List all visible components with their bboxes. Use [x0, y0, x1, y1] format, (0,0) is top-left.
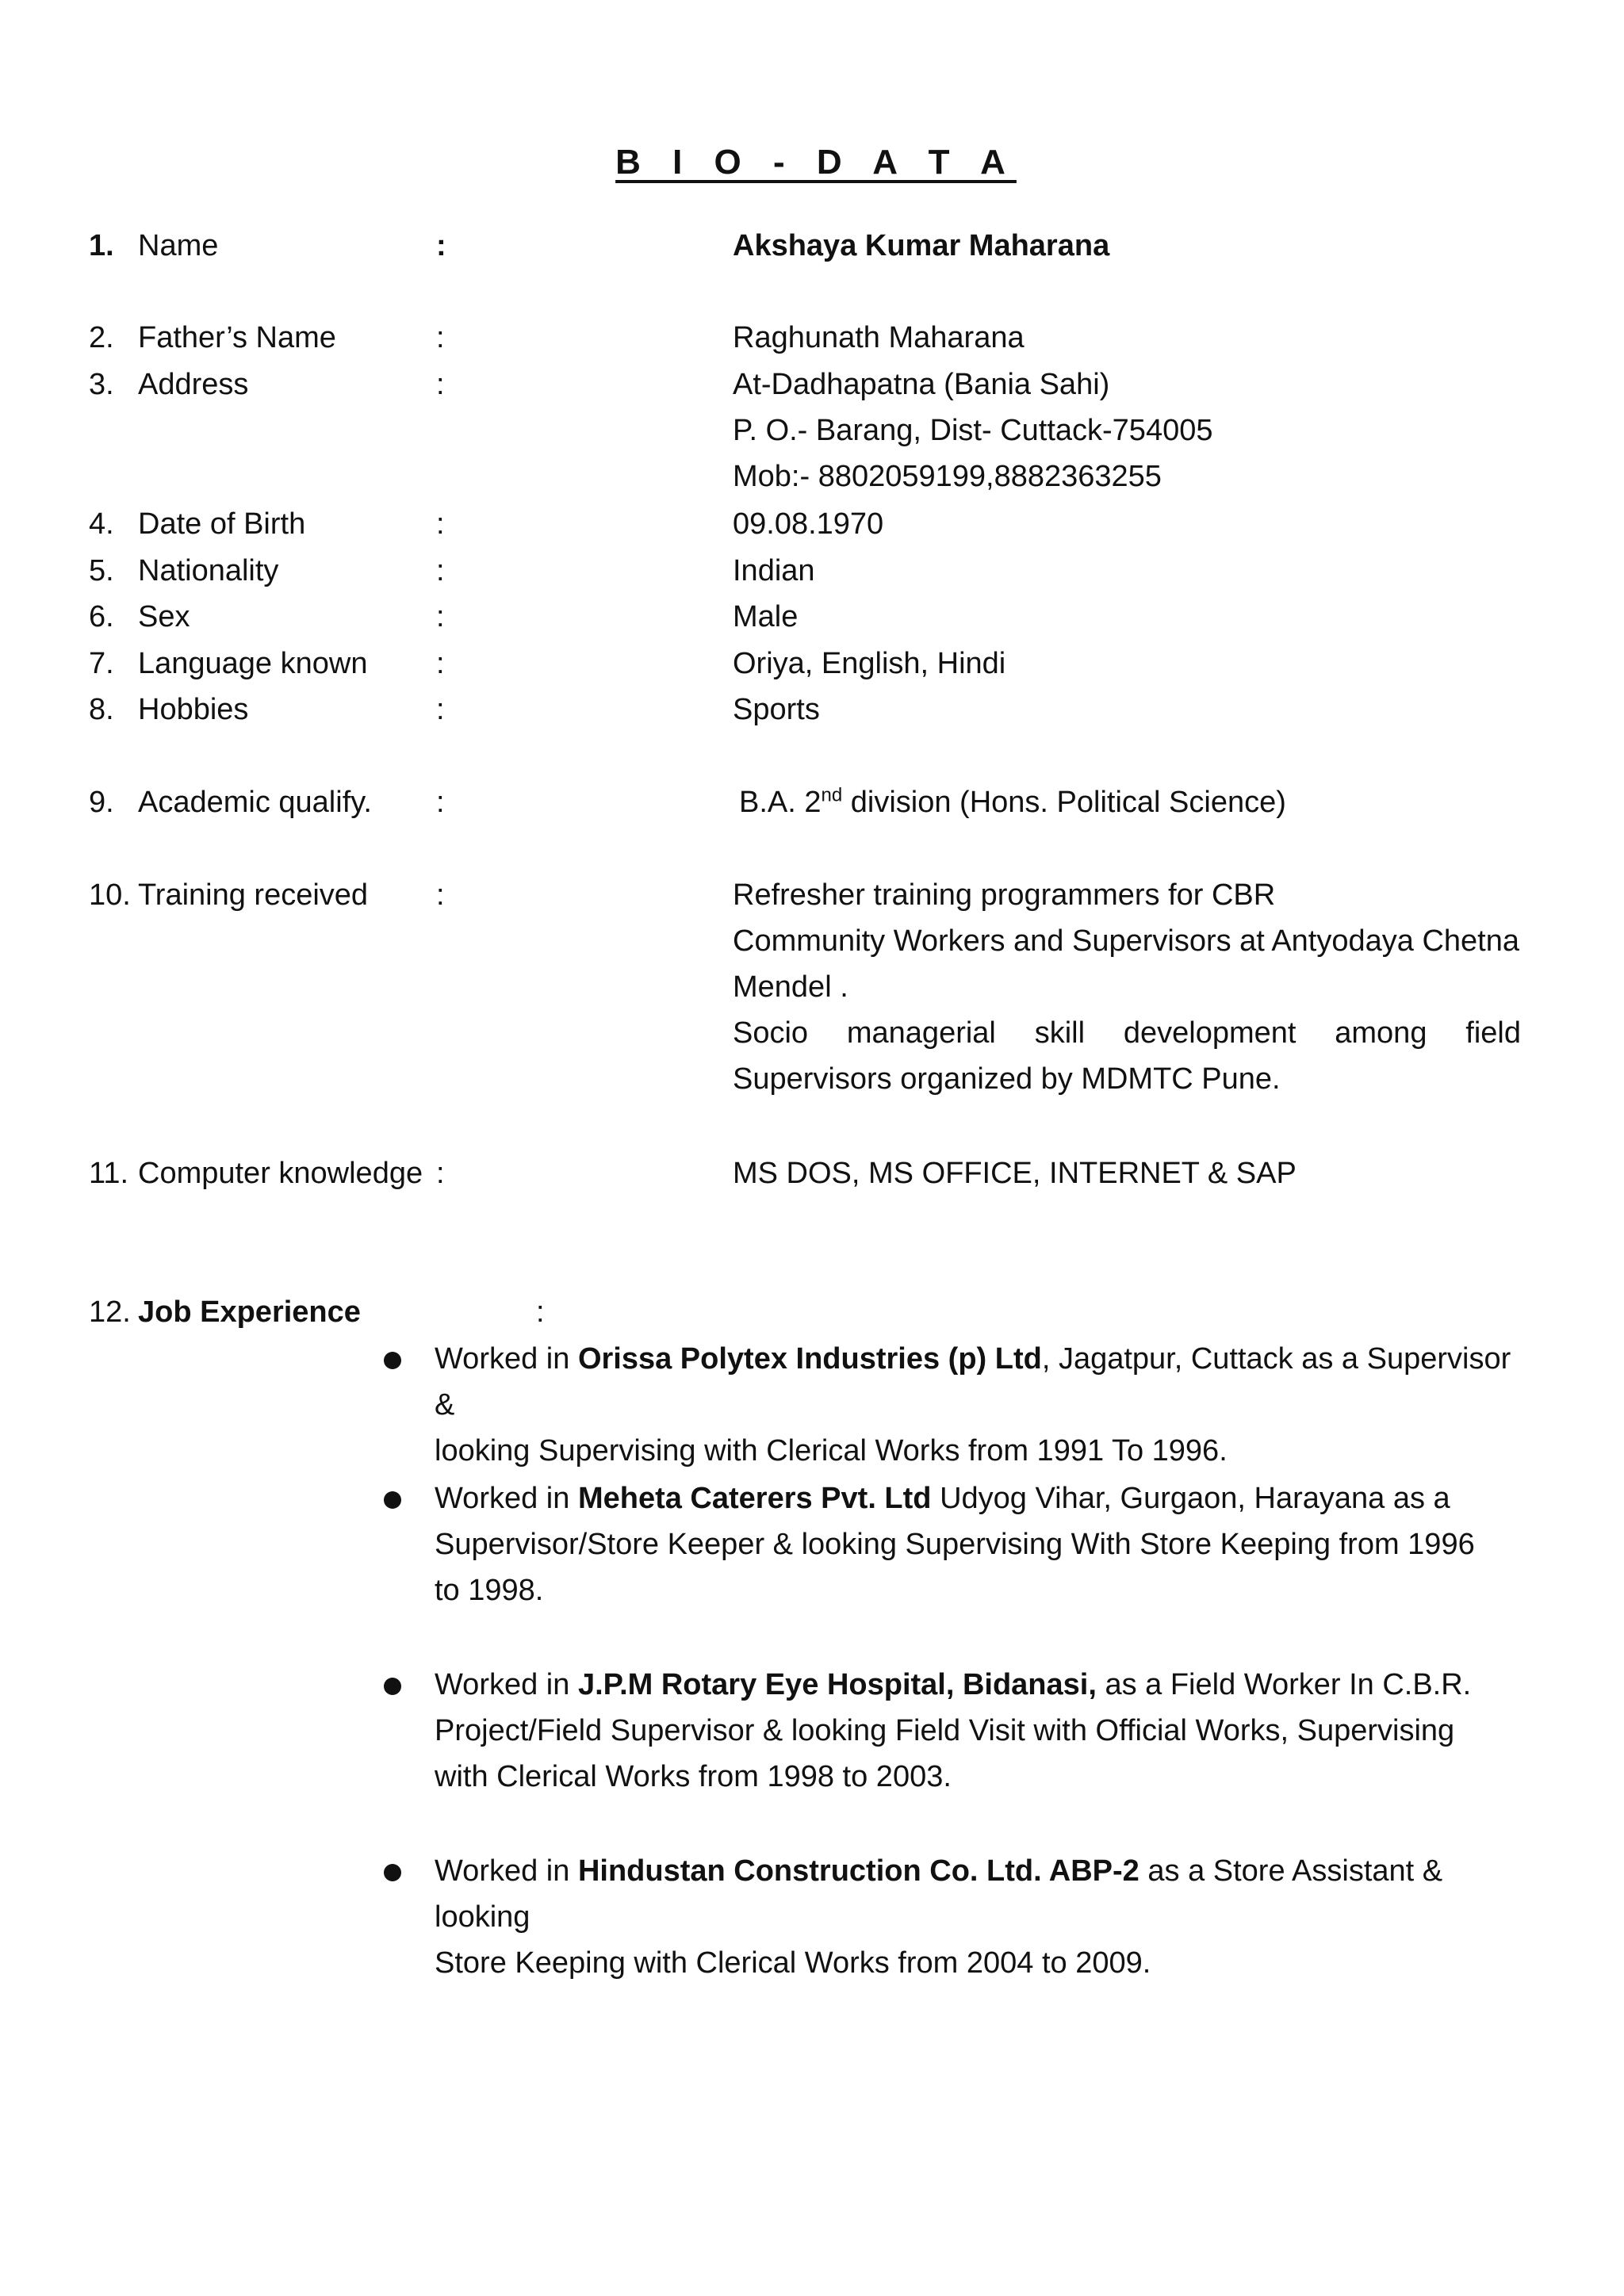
field-label: Training received	[138, 878, 369, 912]
job-line: Project/Field Supervisor & looking Field Visit with Official Works, Supervising	[435, 1714, 1455, 1747]
field-colon: :	[436, 786, 445, 819]
bullet-icon	[384, 1491, 401, 1509]
field-colon: :	[436, 368, 445, 401]
field-value	[733, 641, 1521, 687]
field-value	[733, 594, 1521, 640]
job-text	[435, 1848, 1529, 1986]
document-title: B I O - D A T A	[615, 143, 1017, 182]
field-label: Job Experience	[138, 1295, 361, 1329]
field-number: 11.	[89, 1157, 129, 1190]
field-value	[733, 687, 1521, 733]
field-value	[733, 223, 1521, 269]
job-detail: as a Field Worker In C.B.R.	[1096, 1668, 1472, 1701]
field-value	[733, 315, 1521, 361]
value-line: Male	[733, 600, 799, 633]
field-label: Hobbies	[138, 693, 249, 726]
field-colon: :	[436, 321, 445, 354]
value-line: P. O.- Barang, Dist- Cuttack-754005	[733, 414, 1213, 447]
field-value	[733, 548, 1521, 594]
job-company: J.P.M Rotary Eye Hospital, Bidanasi,	[577, 1668, 1097, 1701]
value-line: Community Workers and Supervisors at Antyodaya Chetna	[733, 924, 1519, 958]
field-value	[739, 779, 1527, 825]
job-detail: Udyog Vihar, Gurgaon, Harayana as a	[931, 1482, 1450, 1515]
job-line	[435, 1848, 1529, 1940]
field-label: Father’s Name	[138, 321, 336, 354]
job-text	[435, 1336, 1529, 1474]
job-company: Meheta Caterers Pvt. Ltd	[577, 1482, 932, 1515]
job-prefix: Worked in	[435, 1668, 578, 1701]
field-label: Computer knowledge	[138, 1157, 423, 1190]
job-text	[435, 1475, 1529, 1613]
job-line: with Clerical Works from 1998 to 2003.	[435, 1760, 952, 1793]
field-colon: :	[436, 693, 445, 726]
field-colon: :	[436, 507, 445, 541]
value-line: Akshaya Kumar Maharana	[733, 229, 1110, 262]
field-number: 12.	[89, 1295, 131, 1329]
field-label: Address	[138, 368, 249, 401]
field-colon: :	[436, 229, 446, 262]
job-line	[435, 1475, 1529, 1521]
value-line: At-Dadhapatna (Bania Sahi)	[733, 368, 1110, 401]
bullet-icon	[384, 1352, 401, 1369]
field-label: Date of Birth	[138, 507, 306, 541]
value-line: Mendel .	[733, 970, 848, 1004]
value-line: Oriya, English, Hindi	[733, 647, 1006, 680]
field-colon: :	[436, 554, 445, 587]
field-number: 10.	[89, 878, 131, 912]
field-number: 4.	[89, 507, 114, 541]
value-superscript: nd	[821, 784, 843, 806]
field-colon: :	[536, 1295, 545, 1329]
field-label: Academic qualify.	[138, 786, 372, 819]
value-line: MS DOS, MS OFFICE, INTERNET & SAP	[733, 1157, 1297, 1190]
job-line: to 1998.	[435, 1574, 544, 1607]
job-detail: , Jagatpur, Cuttack as a Supervisor &	[435, 1342, 1511, 1422]
value-line: Supervisors organized by MDMTC Pune.	[733, 1062, 1281, 1096]
value-line: Sports	[733, 693, 820, 726]
job-company: Hindustan Construction Co. Ltd. ABP-2	[577, 1854, 1139, 1888]
job-company: Orissa Polytex Industries (p) Ltd	[577, 1342, 1042, 1376]
value-line: Mob:- 8802059199,8882363255	[733, 460, 1162, 493]
value-line: Refresher training programmers for CBR	[733, 878, 1276, 912]
field-colon: :	[436, 600, 445, 633]
value-line: Raghunath Maharana	[733, 321, 1025, 354]
job-line	[435, 1662, 1529, 1708]
field-colon: :	[436, 647, 445, 680]
job-line: looking Supervising with Clerical Works from 1991 To 1996.	[435, 1434, 1228, 1468]
bullet-icon	[384, 1678, 401, 1695]
bullet-icon	[384, 1864, 401, 1881]
field-value	[733, 1150, 1521, 1196]
field-colon: :	[436, 878, 445, 912]
job-prefix: Worked in	[435, 1854, 578, 1888]
field-number: 3.	[89, 368, 114, 401]
field-value	[733, 872, 1521, 1102]
value-line: Indian	[733, 554, 815, 587]
value-text: division (Hons. Political Science)	[842, 786, 1286, 819]
field-number: 5.	[89, 554, 114, 587]
field-value	[733, 501, 1521, 547]
job-line: Store Keeping with Clerical Works from 2004 to 2009.	[435, 1946, 1151, 1980]
field-number: 1.	[89, 229, 114, 262]
field-value	[733, 362, 1521, 499]
job-detail: as a Store Assistant & looking	[435, 1854, 1443, 1934]
field-label: Name	[138, 229, 219, 262]
job-text	[435, 1662, 1529, 1800]
job-prefix: Worked in	[435, 1342, 578, 1376]
value-line: Socio managerial skill development among field	[733, 1016, 1521, 1050]
field-label: Language known	[138, 647, 368, 680]
job-prefix: Worked in	[435, 1482, 578, 1515]
field-number: 6.	[89, 600, 114, 633]
field-number: 7.	[89, 647, 114, 680]
job-line: Supervisor/Store Keeper & looking Supervising With Store Keeping from 1996	[435, 1528, 1475, 1561]
field-label: Nationality	[138, 554, 279, 587]
field-label: Sex	[138, 600, 190, 633]
job-line	[435, 1336, 1529, 1428]
field-number: 9.	[89, 786, 114, 819]
value-line: 09.08.1970	[733, 507, 884, 541]
value-text: B.A. 2	[739, 786, 822, 819]
field-colon: :	[436, 1157, 445, 1190]
field-number: 8.	[89, 693, 114, 726]
field-number: 2.	[89, 321, 114, 354]
